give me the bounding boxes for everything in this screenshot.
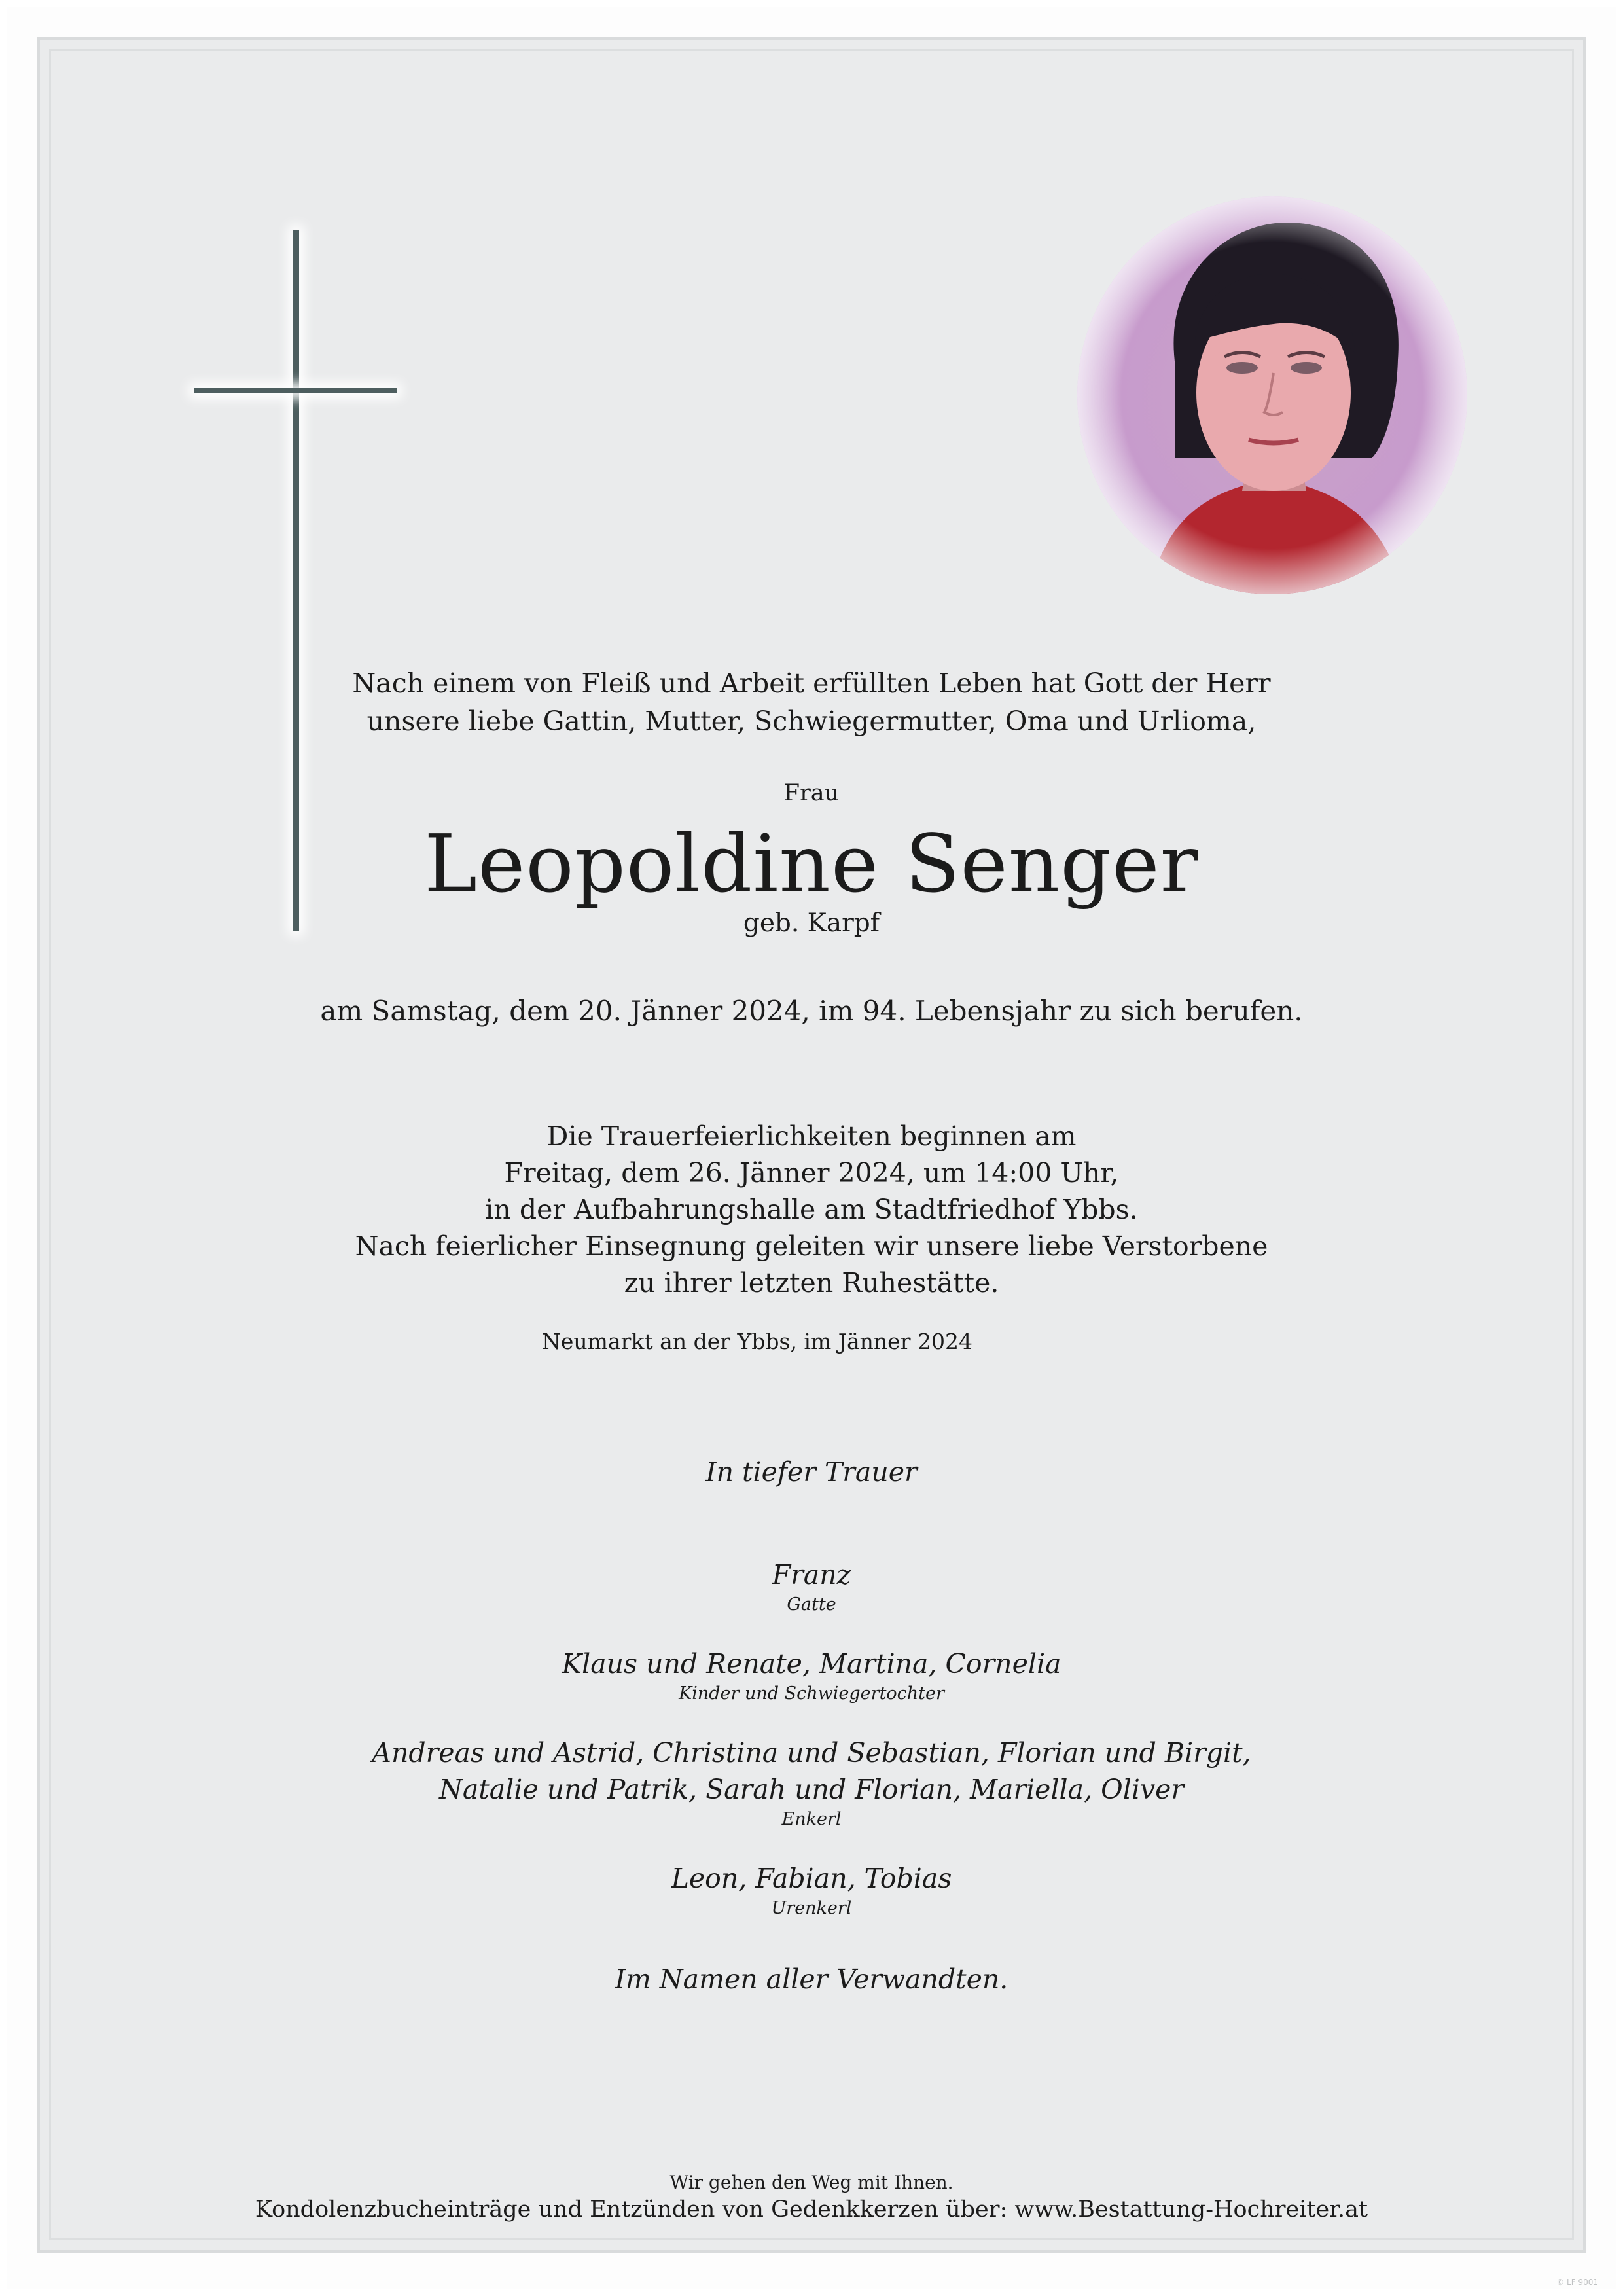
portrait-illustration bbox=[1077, 196, 1467, 594]
mourning-heading: In tiefer Trauer bbox=[705, 1456, 918, 1488]
mourner-role: Gatte bbox=[787, 1594, 836, 1615]
ceremony-line: Nach feierlicher Einsegnung geleiten wir unsere liebe Verstorbene bbox=[355, 1230, 1268, 1262]
ceremony-line: in der Aufbahrungshalle am Stadtfriedhof Ybbs. bbox=[485, 1194, 1138, 1225]
maiden-name: geb. Karpf bbox=[743, 908, 880, 938]
footer-condolence-link[interactable]: Kondolenzbucheinträge und Entzünden von Gedenkkerzen über: www.Bestattung-Hochreiter.at bbox=[255, 2197, 1368, 2223]
intro-text bbox=[0, 664, 1623, 740]
cross-horizontal-beam bbox=[194, 388, 397, 393]
mourner-names: Franz bbox=[772, 1559, 851, 1590]
mourner-group bbox=[0, 1860, 1623, 1920]
mourner-group bbox=[0, 1645, 1623, 1706]
mourner-names: Leon, Fabian, Tobias bbox=[671, 1863, 952, 1894]
ceremony-details bbox=[0, 1118, 1623, 1301]
closing-line: Im Namen aller Verwandten. bbox=[615, 1964, 1008, 1995]
copyright-mark: © LF 9001 bbox=[1556, 2278, 1598, 2287]
intro-line: Nach einem von Fleiß und Arbeit erfüllten Leben hat Gott der Herr bbox=[352, 668, 1271, 699]
mourner-names: Klaus und Renate, Martina, Cornelia bbox=[562, 1648, 1061, 1679]
salutation: Frau bbox=[783, 780, 840, 806]
ceremony-line: Freitag, dem 26. Jänner 2024, um 14:00 Uhr, bbox=[504, 1157, 1119, 1189]
death-notice: am Samstag, dem 20. Jänner 2024, im 94. Lebensjahr zu sich berufen. bbox=[320, 995, 1303, 1027]
place-date: Neumarkt an der Ybbs, im Jänner 2024 bbox=[542, 1329, 972, 1354]
intro-line: unsere liebe Gattin, Mutter, Schwiegermutter, Oma und Urlioma, bbox=[366, 706, 1257, 737]
mourner-group bbox=[0, 1734, 1623, 1831]
footer-tagline: Wir gehen den Weg mit Ihnen. bbox=[669, 2172, 954, 2193]
mourner-group bbox=[0, 1556, 1623, 1617]
portrait-photo bbox=[1077, 196, 1467, 594]
mourner-names: Natalie und Patrik, Sarah und Florian, Mariella, Oliver bbox=[438, 1774, 1185, 1805]
mourner-role: Enkerl bbox=[781, 1809, 842, 1829]
mourner-names: Andreas und Astrid, Christina und Sebastian, Florian und Birgit, bbox=[372, 1737, 1251, 1768]
ceremony-line: zu ihrer letzten Ruhestätte. bbox=[624, 1267, 999, 1299]
mourner-role: Urenkerl bbox=[771, 1898, 852, 1918]
mourner-role: Kinder und Schwiegertochter bbox=[679, 1683, 944, 1704]
deceased-name: Leopoldine Senger bbox=[424, 817, 1199, 910]
ceremony-line: Die Trauerfeierlichkeiten beginnen am bbox=[546, 1121, 1077, 1152]
